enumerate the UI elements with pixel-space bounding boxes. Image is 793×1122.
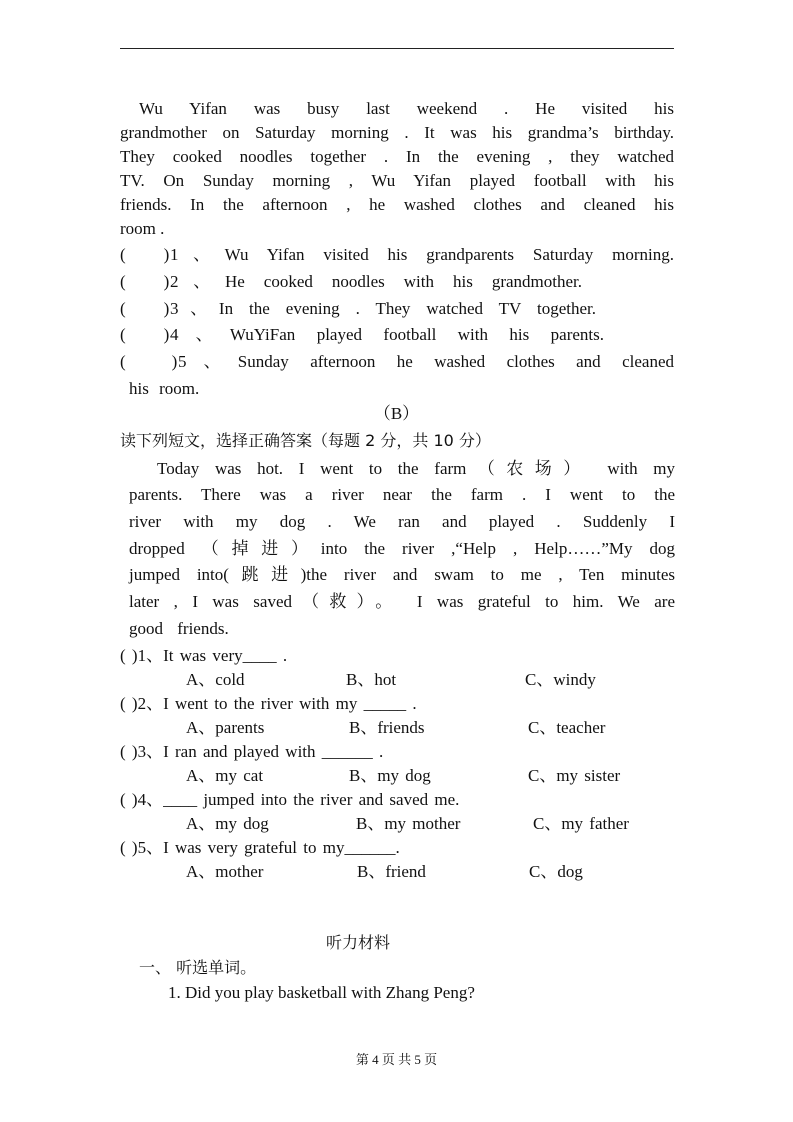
tf-question-3 [120,299,596,319]
tf-question-1 [120,245,674,265]
answer-blank[interactable]: ( ) [120,245,170,264]
mc-question-4 [120,790,459,810]
question-text: I was very grateful to my______. [163,838,400,857]
question-text: 2、He cooked noodles with his grandmother. [170,272,582,291]
option-b[interactable]: B、my mother [356,814,461,833]
header-rule [120,48,674,49]
passage-a-line-4: TV. On Sunday morning , Wu Yifan played football with his [120,171,674,190]
passage-a-line-5: friends. In the afternoon , he washed clothes and cleaned his [120,195,674,214]
question-text: I went to the river with my _____ . [163,694,417,713]
passage-a-line-6: room . [120,219,165,238]
option-c[interactable]: C、my father [533,814,629,833]
option-a[interactable]: A、my cat [186,766,264,785]
page-footer: 第 4 页 共 5 页 [355,1052,438,1067]
answer-blank[interactable]: ( ) [120,352,178,371]
answer-blank[interactable]: ( )3、 [120,742,164,761]
option-c[interactable]: C、dog [529,862,583,881]
question-text: 3、In the evening . They watched TV together. [170,299,596,318]
option-b[interactable]: B、friend [357,862,426,881]
question-text: 4、WuYiFan played football with his parents. [170,325,604,344]
answer-blank[interactable]: ( )2、 [120,694,164,713]
option-b[interactable]: B、my dog [349,766,431,785]
answer-blank[interactable]: ( )1、 [120,646,164,665]
mc-question-5 [120,838,400,858]
passage-b-line-6: later , I was saved（救）。 I was grateful to him. We are [129,592,675,611]
option-c[interactable]: C、my sister [528,766,621,785]
tf-question-5 [120,352,674,372]
mc-question-1 [120,646,287,666]
answer-blank[interactable]: ( )5、 [120,838,164,857]
option-a[interactable]: A、cold [186,670,245,689]
answer-blank[interactable]: ( )4、 [120,790,164,809]
mc-question-2 [120,694,417,714]
option-b[interactable]: B、hot [346,670,397,689]
tf-question-5-cont: his room. [129,379,200,398]
passage-b-line-4: dropped （掉进）into the river ,“Help , Help……”My dog [129,539,675,558]
passage-b-line-1: Today was hot. I went to the farm（农场） with my [157,459,675,478]
passage-a-line-2: grandmother on Saturday morning . It was his grandma’s birthday. [120,123,674,142]
passage-b-line-5: jumped into(跳进)the river and swam to me , Ten minutes [129,565,675,584]
section-b-instruction: 读下列短文，选择正确答案（每题 2 分，共 10 分） [120,431,491,450]
option-a[interactable]: A、mother [186,862,264,881]
passage-a-line-3: They cooked noodles together . In the evening , they watched [120,147,674,166]
passage-b-line-3: river with my dog . We ran and played . Suddenly I [129,512,675,531]
question-text: I ran and played with ______ . [163,742,384,761]
option-a[interactable]: A、my dog [186,814,269,833]
answer-blank[interactable]: ( ) [120,272,170,291]
passage-b-line-7: good friends. [129,619,229,638]
question-text: ____ jumped into the river and saved me. [163,790,460,809]
passage-a-line-1: Wu Yifan was busy last weekend . He visited his [139,99,674,118]
question-text: It was very____ . [163,646,288,665]
tf-question-4 [120,325,604,345]
answer-blank[interactable]: ( ) [120,299,170,318]
answer-blank[interactable]: ( ) [120,325,170,344]
option-b[interactable]: B、friends [349,718,425,737]
option-c[interactable]: C、teacher [528,718,606,737]
question-text: 5、Sunday afternoon he washed clothes and cleaned [178,352,674,371]
listening-title: 听力材料 [326,933,391,952]
question-text: 1、Wu Yifan visited his grandparents Saturday morning. [170,245,674,264]
option-a[interactable]: A、parents [186,718,265,737]
listening-part-1: 一、 听选单词。 [139,958,257,977]
listening-item-1: 1. Did you play basketball with Zhang Peng? [168,983,475,1002]
option-c[interactable]: C、windy [525,670,596,689]
section-b-heading: （B） [373,404,420,423]
mc-question-3 [120,742,383,762]
tf-question-2 [120,272,582,292]
passage-b-line-2: parents. There was a river near the farm . I went to the [129,485,675,504]
